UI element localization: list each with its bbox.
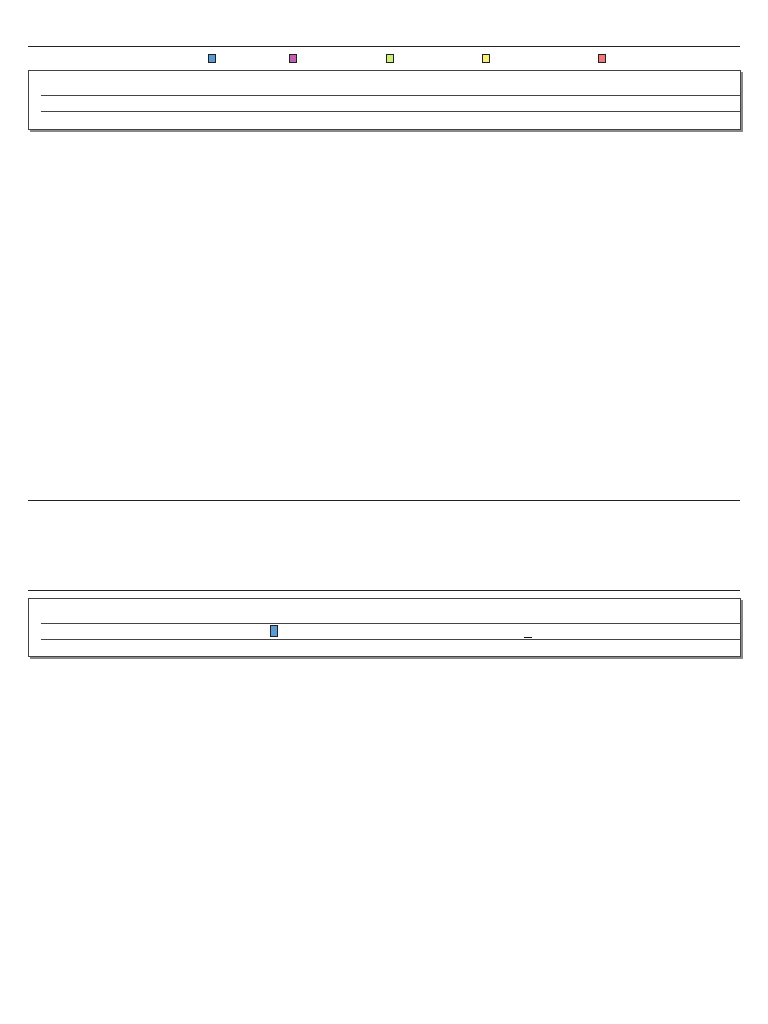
legend-swatch-traitement [386, 54, 394, 63]
legend-swatch-attente [208, 54, 216, 63]
legend-swatch-supervision [289, 54, 297, 63]
legend-post-travail [478, 54, 490, 63]
legend-attente [204, 54, 216, 63]
row-divider [41, 639, 740, 640]
activity-block-attente [270, 625, 278, 637]
row-divider [41, 95, 740, 96]
legend-swatch-post-travail [482, 54, 490, 63]
legend-swatch-pause [598, 54, 606, 63]
header-divider [28, 590, 740, 591]
row-divider [41, 623, 740, 624]
footer-divider [28, 500, 740, 501]
legend-traitement [382, 54, 394, 63]
agent-activity-panel [28, 598, 741, 657]
agent-activity-panel [28, 70, 741, 130]
header-divider [28, 46, 740, 47]
activity-tick [524, 637, 532, 638]
row-divider [41, 111, 740, 112]
legend-pause [594, 54, 606, 63]
legend-supervision [285, 54, 297, 63]
